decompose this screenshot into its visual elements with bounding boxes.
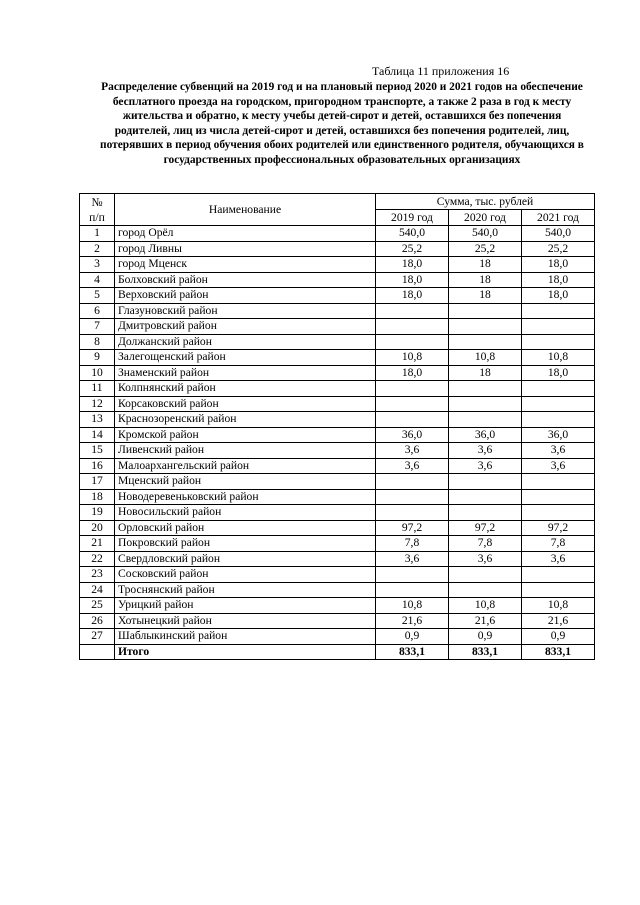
row-value-2019: [376, 582, 449, 598]
row-number: 15: [80, 443, 115, 459]
table-row: [80, 272, 595, 288]
row-value-2020: 10,8: [449, 598, 522, 614]
table-row: [80, 598, 595, 614]
row-value-2020: 21,6: [449, 613, 522, 629]
row-value-2019: [376, 319, 449, 335]
row-value-2020: [449, 474, 522, 490]
row-number: 3: [80, 257, 115, 273]
row-value-2019: 21,6: [376, 613, 449, 629]
row-name: Знаменский район: [115, 365, 376, 381]
total-number-cell: [80, 644, 115, 660]
row-number: 26: [80, 613, 115, 629]
row-value-2020: 3,6: [449, 458, 522, 474]
table-row: [80, 412, 595, 428]
table-row: [80, 505, 595, 521]
table-row: [80, 489, 595, 505]
row-name: Краснозоренский район: [115, 412, 376, 428]
row-value-2020: 0,9: [449, 629, 522, 645]
row-value-2021: [522, 396, 595, 412]
row-value-2021: 10,8: [522, 598, 595, 614]
row-value-2020: [449, 381, 522, 397]
row-name: Шаблыкинский район: [115, 629, 376, 645]
row-number: 7: [80, 319, 115, 335]
row-name: город Мценск: [115, 257, 376, 273]
table-row: [80, 520, 595, 536]
row-value-2021: [522, 412, 595, 428]
row-value-2019: 0,9: [376, 629, 449, 645]
row-name: Должанский район: [115, 334, 376, 350]
row-value-2021: 3,6: [522, 551, 595, 567]
table-caption: Таблица 11 приложения 16: [372, 64, 510, 78]
table-row: [80, 350, 595, 366]
row-name: Корсаковский район: [115, 396, 376, 412]
row-name: город Орёл: [115, 226, 376, 242]
row-value-2020: 3,6: [449, 443, 522, 459]
row-value-2020: [449, 505, 522, 521]
row-value-2019: [376, 567, 449, 583]
total-value-2019: 833,1: [376, 644, 449, 660]
row-number: 25: [80, 598, 115, 614]
table-row: [80, 427, 595, 443]
header-num-cell: [80, 194, 115, 226]
row-value-2020: 3,6: [449, 551, 522, 567]
row-value-2019: 18,0: [376, 272, 449, 288]
row-value-2019: [376, 396, 449, 412]
row-value-2020: [449, 582, 522, 598]
row-value-2019: 3,6: [376, 551, 449, 567]
row-number: 8: [80, 334, 115, 350]
row-value-2021: 25,2: [522, 241, 595, 257]
row-value-2021: [522, 474, 595, 490]
row-name: Орловский район: [115, 520, 376, 536]
row-value-2020: 18: [449, 257, 522, 273]
row-value-2021: 0,9: [522, 629, 595, 645]
row-number: 5: [80, 288, 115, 304]
row-value-2019: [376, 303, 449, 319]
row-value-2021: 21,6: [522, 613, 595, 629]
table-row: [80, 443, 595, 459]
row-value-2021: 18,0: [522, 288, 595, 304]
row-value-2019: 3,6: [376, 458, 449, 474]
table-row: [80, 458, 595, 474]
row-number: 24: [80, 582, 115, 598]
row-value-2020: [449, 334, 522, 350]
row-number: 9: [80, 350, 115, 366]
row-value-2019: 36,0: [376, 427, 449, 443]
row-number: 1: [80, 226, 115, 242]
row-value-2019: 25,2: [376, 241, 449, 257]
total-value-2021: 833,1: [522, 644, 595, 660]
row-number: 14: [80, 427, 115, 443]
row-value-2019: [376, 412, 449, 428]
row-value-2019: 540,0: [376, 226, 449, 242]
row-value-2020: 97,2: [449, 520, 522, 536]
row-name: Малоархангельский район: [115, 458, 376, 474]
row-value-2019: 18,0: [376, 365, 449, 381]
row-value-2019: [376, 474, 449, 490]
table-row: [80, 396, 595, 412]
row-name: Новосильский район: [115, 505, 376, 521]
row-value-2021: 10,8: [522, 350, 595, 366]
row-name: Новодеревеньковский район: [115, 489, 376, 505]
row-number: 13: [80, 412, 115, 428]
table-row: [80, 629, 595, 645]
table-row: [80, 257, 595, 273]
row-value-2019: 10,8: [376, 598, 449, 614]
row-number: 4: [80, 272, 115, 288]
row-number: 10: [80, 365, 115, 381]
row-value-2020: [449, 396, 522, 412]
row-name: Мценский район: [115, 474, 376, 490]
row-value-2021: 18,0: [522, 257, 595, 273]
row-value-2019: 18,0: [376, 257, 449, 273]
row-value-2020: [449, 567, 522, 583]
row-value-2021: 18,0: [522, 365, 595, 381]
row-value-2021: [522, 334, 595, 350]
row-number: 6: [80, 303, 115, 319]
header-year-2021: 2021 год: [522, 210, 595, 226]
row-number: 11: [80, 381, 115, 397]
row-number: 18: [80, 489, 115, 505]
row-value-2019: 97,2: [376, 520, 449, 536]
row-value-2021: [522, 505, 595, 521]
row-number: 2: [80, 241, 115, 257]
row-value-2020: [449, 319, 522, 335]
row-value-2020: 540,0: [449, 226, 522, 242]
row-value-2020: 36,0: [449, 427, 522, 443]
row-name: Глазуновский район: [115, 303, 376, 319]
row-name: Ливенский район: [115, 443, 376, 459]
row-value-2021: 97,2: [522, 520, 595, 536]
row-value-2021: [522, 582, 595, 598]
row-value-2021: [522, 489, 595, 505]
row-value-2020: [449, 303, 522, 319]
table-row: [80, 226, 595, 242]
subvention-table: [79, 193, 595, 660]
row-value-2021: [522, 381, 595, 397]
table-row: [80, 365, 595, 381]
row-name: Залегощенский район: [115, 350, 376, 366]
table-row: [80, 536, 595, 552]
row-name: город Ливны: [115, 241, 376, 257]
table-row: [80, 334, 595, 350]
row-value-2020: 25,2: [449, 241, 522, 257]
row-name: Покровский район: [115, 536, 376, 552]
row-value-2020: 18: [449, 272, 522, 288]
table-row: [80, 551, 595, 567]
header-year-2019: 2019 год: [376, 210, 449, 226]
row-number: 22: [80, 551, 115, 567]
row-value-2019: [376, 334, 449, 350]
row-value-2021: [522, 303, 595, 319]
row-number: 27: [80, 629, 115, 645]
row-name: Сосковский район: [115, 567, 376, 583]
row-name: Колпнянский район: [115, 381, 376, 397]
row-value-2020: [449, 489, 522, 505]
row-value-2021: 7,8: [522, 536, 595, 552]
row-value-2020: 18: [449, 365, 522, 381]
table-row: [80, 381, 595, 397]
header-year-2020: 2020 год: [449, 210, 522, 226]
row-name: Хотынецкий район: [115, 613, 376, 629]
table-row: [80, 303, 595, 319]
row-number: 21: [80, 536, 115, 552]
table-row: [80, 474, 595, 490]
row-value-2019: 3,6: [376, 443, 449, 459]
row-name: Дмитровский район: [115, 319, 376, 335]
table-row: [80, 582, 595, 598]
row-value-2020: [449, 412, 522, 428]
row-value-2020: 7,8: [449, 536, 522, 552]
row-value-2021: 3,6: [522, 443, 595, 459]
row-number: 23: [80, 567, 115, 583]
table-row: [80, 288, 595, 304]
table-row: [80, 567, 595, 583]
row-name: Верховский район: [115, 288, 376, 304]
row-number: 16: [80, 458, 115, 474]
table-row: [80, 319, 595, 335]
row-value-2021: 540,0: [522, 226, 595, 242]
document-title: Распределение субвенций на 2019 год и на плановый период 2020 и 2021 годов на обеспечение бесплатного проезда на городском, пригородном транспорте, а также 2 раза в год к месту жительства и обратно, к месту учебы детей-сирот и детей, оставшихся без попечения родителей, лиц из числа детей-сирот и детей, оставшихся без попечения родителей, лиц, потерявших в период обучения обоих родителей или единственного родителя, обучающихся в государственных профессиональных образовательных организациях: [100, 81, 584, 166]
row-number: 20: [80, 520, 115, 536]
row-value-2019: 7,8: [376, 536, 449, 552]
table-row: [80, 613, 595, 629]
row-value-2019: [376, 381, 449, 397]
header-num-pp: п/п: [89, 210, 105, 224]
row-value-2020: 18: [449, 288, 522, 304]
row-number: 12: [80, 396, 115, 412]
header-name: Наименование: [115, 194, 376, 226]
row-value-2021: [522, 319, 595, 335]
row-name: Урицкий район: [115, 598, 376, 614]
table-row: [80, 241, 595, 257]
total-value-2020: 833,1: [449, 644, 522, 660]
total-row: [80, 644, 595, 660]
row-number: 17: [80, 474, 115, 490]
header-num-sign: №: [91, 195, 103, 209]
row-value-2019: 18,0: [376, 288, 449, 304]
row-number: 19: [80, 505, 115, 521]
row-value-2021: [522, 567, 595, 583]
row-value-2019: [376, 505, 449, 521]
header-sum: Сумма, тыс. рублей: [376, 194, 595, 210]
header-row: [80, 194, 595, 210]
row-name: Болховский район: [115, 272, 376, 288]
row-name: Троснянский район: [115, 582, 376, 598]
row-value-2019: [376, 489, 449, 505]
row-name: Кромской район: [115, 427, 376, 443]
row-value-2021: 3,6: [522, 458, 595, 474]
row-value-2021: 36,0: [522, 427, 595, 443]
total-label: Итого: [115, 644, 376, 660]
row-value-2021: 18,0: [522, 272, 595, 288]
row-value-2019: 10,8: [376, 350, 449, 366]
row-name: Свердловский район: [115, 551, 376, 567]
row-value-2020: 10,8: [449, 350, 522, 366]
